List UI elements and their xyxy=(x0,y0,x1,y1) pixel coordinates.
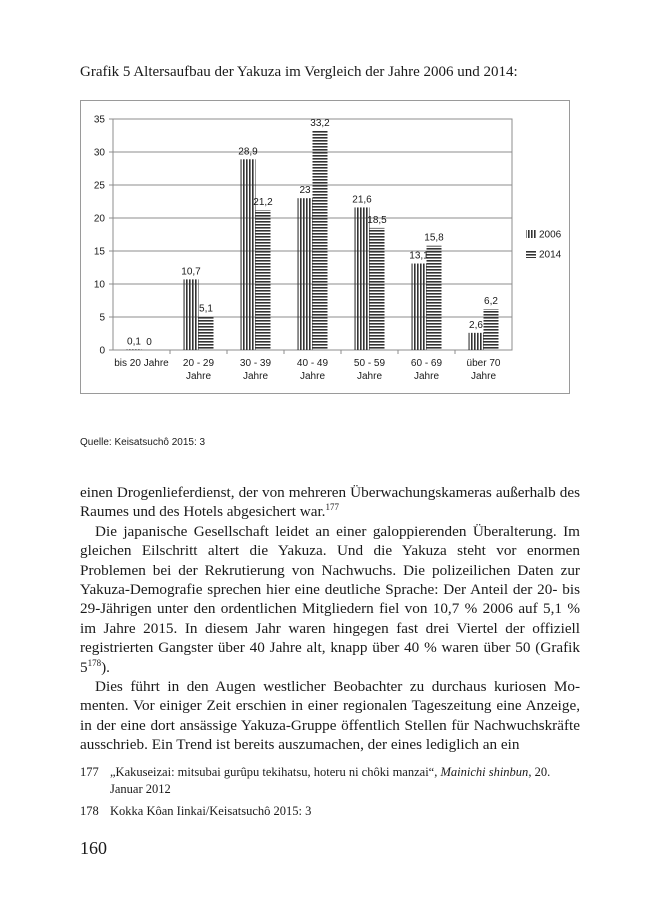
x-tick-label: Jahre xyxy=(242,371,269,382)
x-tick-label: 30 - 39 xyxy=(239,358,272,369)
footnote-text-part: , 20. Januar 2012 xyxy=(110,765,551,796)
figure-source: Quelle: Keisatsuchô 2015: 3 xyxy=(80,437,206,448)
data-label: 0,1 xyxy=(127,336,141,348)
legend xyxy=(526,230,562,261)
x-tick-label: über 70 xyxy=(466,358,501,369)
data-label: 2,6 xyxy=(469,319,483,331)
y-tick-label: 20 xyxy=(93,213,105,225)
footnote-ref-177: 177 xyxy=(325,502,339,513)
footnote-178 xyxy=(80,803,580,820)
bar-2014-6 xyxy=(484,309,499,350)
bar-2014-2 xyxy=(256,210,271,350)
x-tick-label: Jahre xyxy=(470,371,497,382)
data-label: 21,6 xyxy=(352,194,372,206)
x-tick-label: Jahre xyxy=(299,371,326,382)
paragraph-1 xyxy=(80,483,580,522)
x-tick-label: Jahre xyxy=(356,371,383,382)
data-label: 28,9 xyxy=(238,146,258,158)
footnote-177 xyxy=(80,764,580,798)
y-tick-label: 30 xyxy=(93,147,105,159)
data-label: 21,2 xyxy=(253,197,273,209)
x-tick-label: bis 20 Jahre xyxy=(114,358,169,369)
page-number: 160 xyxy=(80,838,107,858)
bar-2006-1 xyxy=(184,279,199,350)
bar-2014-4 xyxy=(370,228,385,350)
bar-2006-2 xyxy=(241,159,256,350)
body-text xyxy=(80,483,580,755)
paragraph-3-text: Dies führt in den Augen westlicher Beobachter zu durchaus kuriosen Momenten. Vor einiger Zeit erschien in einer regionalen Tageszeitung eine Anzeige, in der eine dort ansässige Yakuza-Gruppe öffentlich Stellen für Nachwuchskräfte ausschrieb. Ein Trend ist bereits auszumachen, der eines lediglich an ein xyxy=(80,678,580,754)
footnotes xyxy=(80,764,580,819)
paragraph-2-end: ). xyxy=(101,658,110,676)
data-label: 5,1 xyxy=(199,303,213,315)
y-tick-label: 5 xyxy=(99,312,105,324)
paragraph-2-text: Die japanische Gesellschaft leidet an einer galoppierenden Überalterung. Im gleichen Eilschritt altert die Yakuza. Und die Yakuza steht vor enormen Problemen bei der Rekrutierung von Nachwuchs. Die polizeilichen Daten zur Yakuza-Demografie sprechen hier eine deutliche Sprache: Der Anteil der 20- bis 29-Jährigen unter den ordentlichen Mitgliedern fiel von 10,7 % 2006 auf 5,1 % im Jahre 2015. In diesem Jahr waren hingegen fast drei Viertel der offiziell registrierten Gangster über 40 Jahre alt, knapp über 40 % waren über 50 (Grafik 5 xyxy=(80,522,580,676)
x-tick-label: Jahre xyxy=(185,371,212,382)
data-label: 15,8 xyxy=(424,232,444,244)
paragraph-3 xyxy=(80,677,580,755)
chart-frame xyxy=(80,100,570,394)
legend-swatch-2006 xyxy=(526,230,536,238)
data-label: 18,5 xyxy=(367,214,387,226)
legend-label-2006: 2006 xyxy=(539,229,562,241)
figure-caption: Grafik 5 Altersaufbau der Yakuza im Vergleich der Jahre 2006 und 2014: xyxy=(80,64,518,80)
y-tick-label: 15 xyxy=(93,246,105,258)
data-label: 6,2 xyxy=(484,296,498,308)
data-label: 23 xyxy=(299,185,311,197)
data-label: 0 xyxy=(146,337,152,348)
x-tick-label: 50 - 59 xyxy=(353,358,386,369)
x-tick-label: 60 - 69 xyxy=(410,358,443,369)
footnote-text-part: „Kakuseizai: mitsubai gurûpu tekihatsu, hoteru ni chôki manzai“, xyxy=(110,765,441,779)
footnote-text xyxy=(110,764,580,798)
data-label: 13,1 xyxy=(409,250,429,262)
y-tick-label: 25 xyxy=(93,180,105,192)
x-tick-label: Jahre xyxy=(413,371,440,382)
paragraph-1-text: einen Drogenlieferdienst, der von mehreren Überwachungskameras außerhalb des Raumes und des Hotels abgesichert war. xyxy=(80,484,580,521)
bar-2006-5 xyxy=(412,264,427,350)
bar-2014-5 xyxy=(427,246,442,350)
bar-2014-1 xyxy=(199,316,214,350)
footnote-ref-178: 178 xyxy=(87,657,102,668)
y-tick-label: 0 xyxy=(99,345,105,357)
footnote-number: 178 xyxy=(80,803,99,818)
paragraph-2 xyxy=(80,522,580,677)
y-tick-label: 35 xyxy=(93,114,105,126)
bar-2014-3 xyxy=(313,131,328,350)
footnote-text: Kokka Kôan Iinkai/Keisatsuchô 2015: 3 xyxy=(110,803,312,818)
bar-2006-4 xyxy=(355,207,370,350)
footnote-italic: Mainichi shinbun xyxy=(440,765,529,779)
legend-swatch-2014 xyxy=(526,250,536,258)
footnote-number: 177 xyxy=(80,765,99,779)
bar-chart xyxy=(81,101,571,395)
data-label: 33,2 xyxy=(310,117,330,129)
x-tick-label: 40 - 49 xyxy=(296,358,329,369)
data-label: 10,7 xyxy=(181,266,201,278)
y-tick-label: 10 xyxy=(93,279,105,291)
x-tick-label: 20 - 29 xyxy=(182,358,215,369)
bar-2006-0 xyxy=(127,349,142,350)
legend-label-2014: 2014 xyxy=(539,249,562,261)
bar-2006-3 xyxy=(298,198,313,350)
bar-2006-6 xyxy=(469,333,484,350)
